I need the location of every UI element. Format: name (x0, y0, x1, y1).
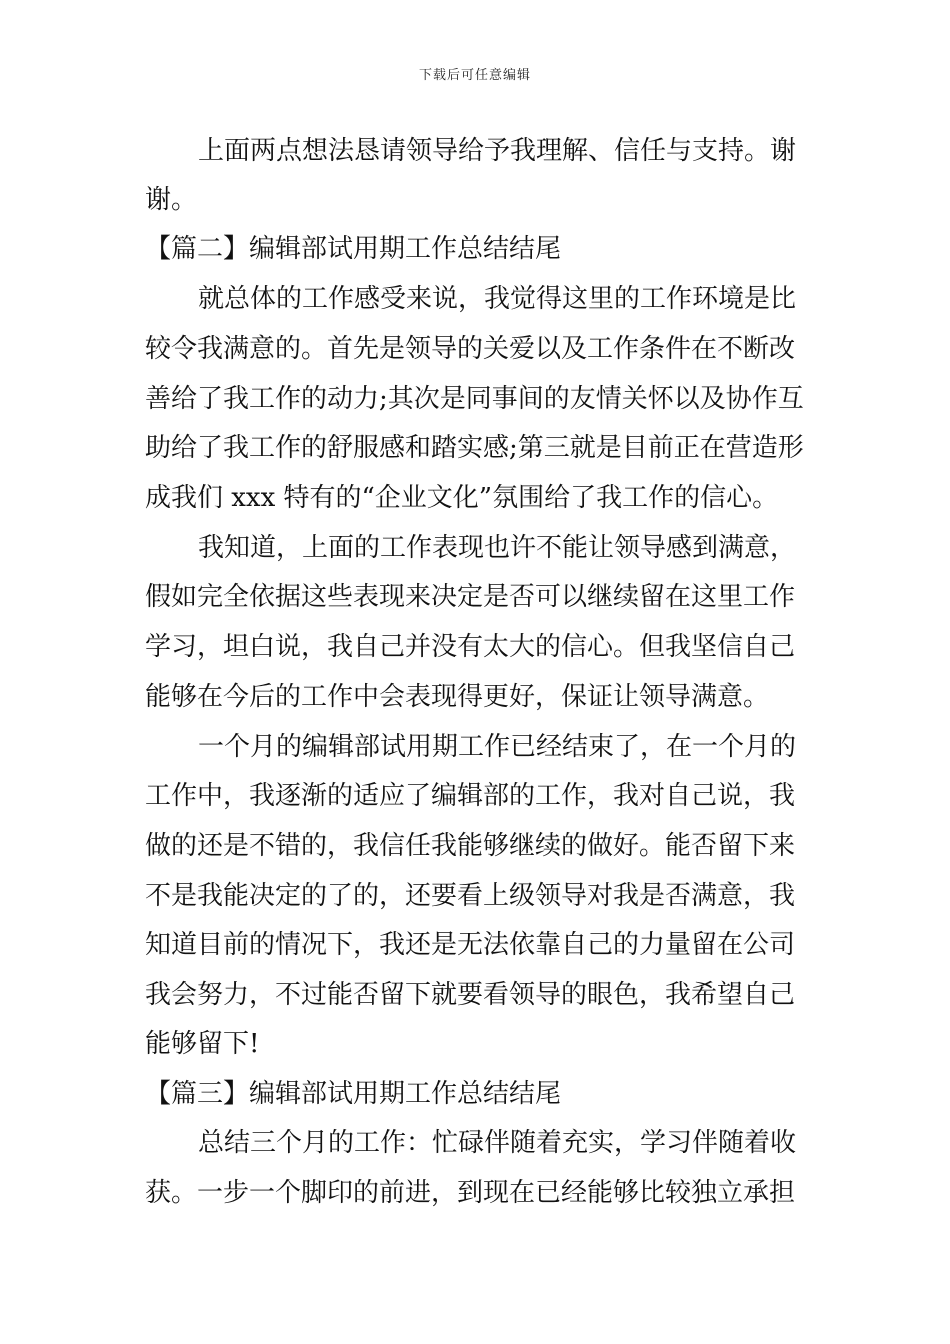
body-line: 较令我满意的。首先是领导的关爱以及工作条件在不断改 (145, 334, 796, 364)
body-line: 能够在今后的工作中会表现得更好，保证让领导满意。 (145, 682, 770, 712)
body-line: 工作中，我逐渐的适应了编辑部的工作，我对自己说，我 (145, 781, 796, 811)
body-line: 上面两点想法恳请领导给予我理解、信任与支持。谢 (198, 136, 797, 166)
body-line: 能够留下! (145, 1029, 260, 1059)
body-line: 就总体的工作感受来说，我觉得这里的工作环境是比 (198, 284, 797, 314)
body-line: 助给了我工作的舒服感和踏实感;第三就是目前正在营造形 (145, 433, 804, 463)
body-line: 不是我能决定的了的，还要看上级领导对我是否满意，我 (145, 881, 796, 911)
body-line: 谢。 (145, 185, 198, 215)
body-line: 学习，坦白说，我自己并没有太大的信心。但我坚信自己 (145, 632, 796, 662)
page-header: 下载后可任意编辑 (418, 68, 531, 83)
section-heading: 【篇二】编辑部试用期工作总结结尾 (145, 234, 562, 264)
body-line: 假如完全依据这些表现来决定是否可以继续留在这里工作 (145, 582, 796, 612)
body-line: 我知道，上面的工作表现也许不能让领导感到满意， (198, 533, 797, 563)
body-line: 我会努力，不过能否留下就要看领导的眼色，我希望自己 (145, 980, 796, 1010)
body-line: 总结三个月的工作：忙碌伴随着充实，学习伴随着收 (198, 1128, 797, 1158)
body-line: 善给了我工作的动力;其次是同事间的友情关怀以及协作互 (145, 384, 804, 414)
body-line: 做的还是不错的，我信任我能够继续的做好。能否留下来 (145, 831, 796, 861)
body-line: 知道目前的情况下，我还是无法依靠自己的力量留在公司 (145, 930, 796, 960)
body-line: 一个月的编辑部试用期工作已经结束了，在一个月的 (198, 732, 797, 762)
body-line: 成我们 xxx 特有的“企业文化”氛围给了我工作的信心。 (145, 483, 779, 513)
body-line: 获。一步一个脚印的前进，到现在已经能够比较独立承担 (145, 1178, 796, 1208)
section-heading: 【篇三】编辑部试用期工作总结结尾 (145, 1079, 562, 1109)
